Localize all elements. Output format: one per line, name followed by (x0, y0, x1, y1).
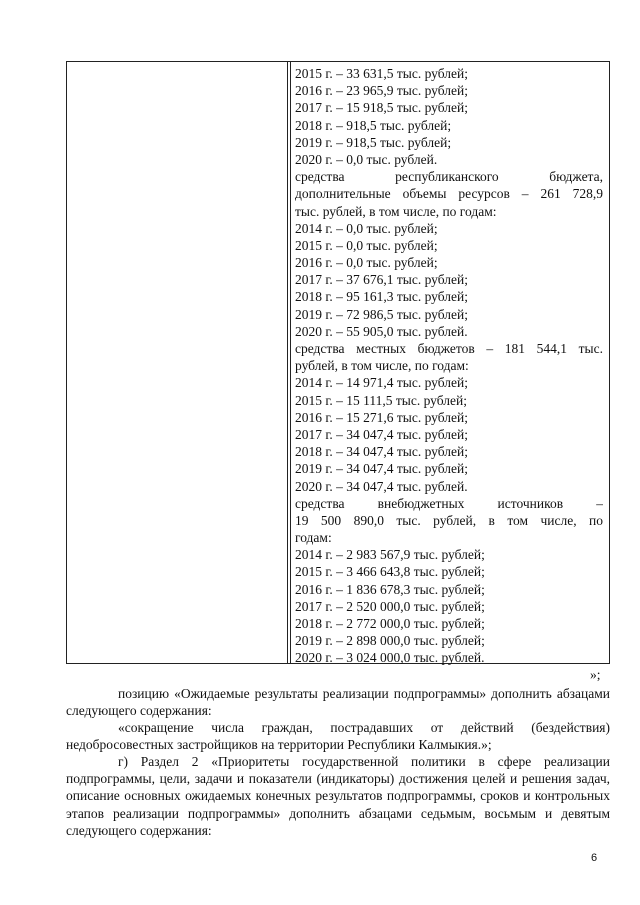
table-line: 2015 г. – 15 111,5 тыс. рублей; (295, 392, 467, 408)
table-line: 2017 г. – 2 520 000,0 тыс. рублей; (295, 598, 485, 614)
table-line: 2017 г. – 37 676,1 тыс. рублей; (295, 272, 468, 288)
table-line: 2020 г. – 3 024 000,0 тыс. рублей. (295, 650, 485, 666)
table-line: 2014 г. – 14 971,4 тыс. рублей; (295, 375, 468, 391)
table-line: 2019 г. – 2 898 000,0 тыс. рублей; (295, 633, 485, 649)
table-line: тыс. рублей, в том числе, по годам: (295, 203, 497, 219)
table-line: дополнительные объемы ресурсов – 261 728,9 (295, 186, 603, 202)
table-line: 2014 г. – 2 983 567,9 тыс. рублей; (295, 547, 485, 563)
table-line: 2016 г. – 15 271,6 тыс. рублей; (295, 409, 468, 425)
table-line: 19 500 890,0 тыс. рублей, в том числе, по (295, 512, 603, 528)
table-line: 2018 г. – 34 047,4 тыс. рублей; (295, 444, 468, 460)
table-line: 2018 г. – 2 772 000,0 тыс. рублей; (295, 616, 485, 631)
paragraph-quote: «сокращение числа граждан, пострадавших от действий (бездействия) недобросовестных застройщиков на территории Республики Калмыкия.»; (66, 720, 610, 753)
table-line: 2016 г. – 1 836 678,3 тыс. рублей; (295, 581, 485, 597)
table-line: средства республиканского бюджета, (295, 169, 603, 185)
column-divider (287, 62, 288, 663)
table-left-column (67, 62, 287, 663)
table-line: 2019 г. – 34 047,4 тыс. рублей; (295, 461, 468, 477)
table-line: 2020 г. – 55 905,0 тыс. рублей. (295, 323, 468, 339)
page-number: 6 (591, 852, 598, 864)
column-divider-inner (290, 62, 291, 663)
table-line: 2015 г. – 33 631,5 тыс. рублей; (295, 66, 468, 81)
table-line: годам: (295, 530, 332, 546)
paragraph-section-2: г) Раздел 2 «Приоритеты государственной политики в сфере реализации подпрограммы, цели, задачи и показатели (индикаторы) достижения целей и решения задач, описание основных ожидаемых конечных результатов подпрограммы, сроков и контрольных этапов реализации подпрограммы» дополнить абзацами седьмым, восьмым и девятым следующего содержания: (66, 754, 610, 838)
paragraph-expected-results: позицию «Ожидаемые результаты реализации подпрограммы» дополнить абзацами следующего содержания: (66, 686, 610, 719)
table-line: 2016 г. – 23 965,9 тыс. рублей; (295, 83, 468, 99)
table-line: 2017 г. – 34 047,4 тыс. рублей; (295, 426, 468, 442)
closing-quote-mark: »; (590, 667, 601, 682)
table-line: 2020 г. – 0,0 тыс. рублей. (295, 151, 438, 167)
table-line: 2020 г. – 34 047,4 тыс. рублей. (295, 478, 468, 494)
table-line: средства внебюджетных источников – (295, 495, 603, 511)
table-line: 2016 г. – 0,0 тыс. рублей; (295, 255, 438, 271)
table-right-column (295, 65, 603, 667)
table-line: 2017 г. – 15 918,5 тыс. рублей; (295, 100, 468, 116)
table-line: 2015 г. – 3 466 643,8 тыс. рублей; (295, 564, 485, 580)
table-line: рублей, в том числе, по годам: (295, 358, 469, 374)
table-line: 2019 г. – 72 986,5 тыс. рублей; (295, 306, 468, 322)
table-line: 2019 г. – 918,5 тыс. рублей; (295, 134, 452, 150)
table-line: 2018 г. – 918,5 тыс. рублей; (295, 117, 452, 133)
table-line: 2014 г. – 0,0 тыс. рублей; (295, 220, 438, 236)
table-line: 2018 г. – 95 161,3 тыс. рублей; (295, 289, 468, 305)
table-line: 2015 г. – 0,0 тыс. рублей; (295, 237, 438, 253)
budget-table (66, 61, 610, 664)
table-line: средства местных бюджетов – 181 544,1 тыс. (295, 341, 603, 356)
